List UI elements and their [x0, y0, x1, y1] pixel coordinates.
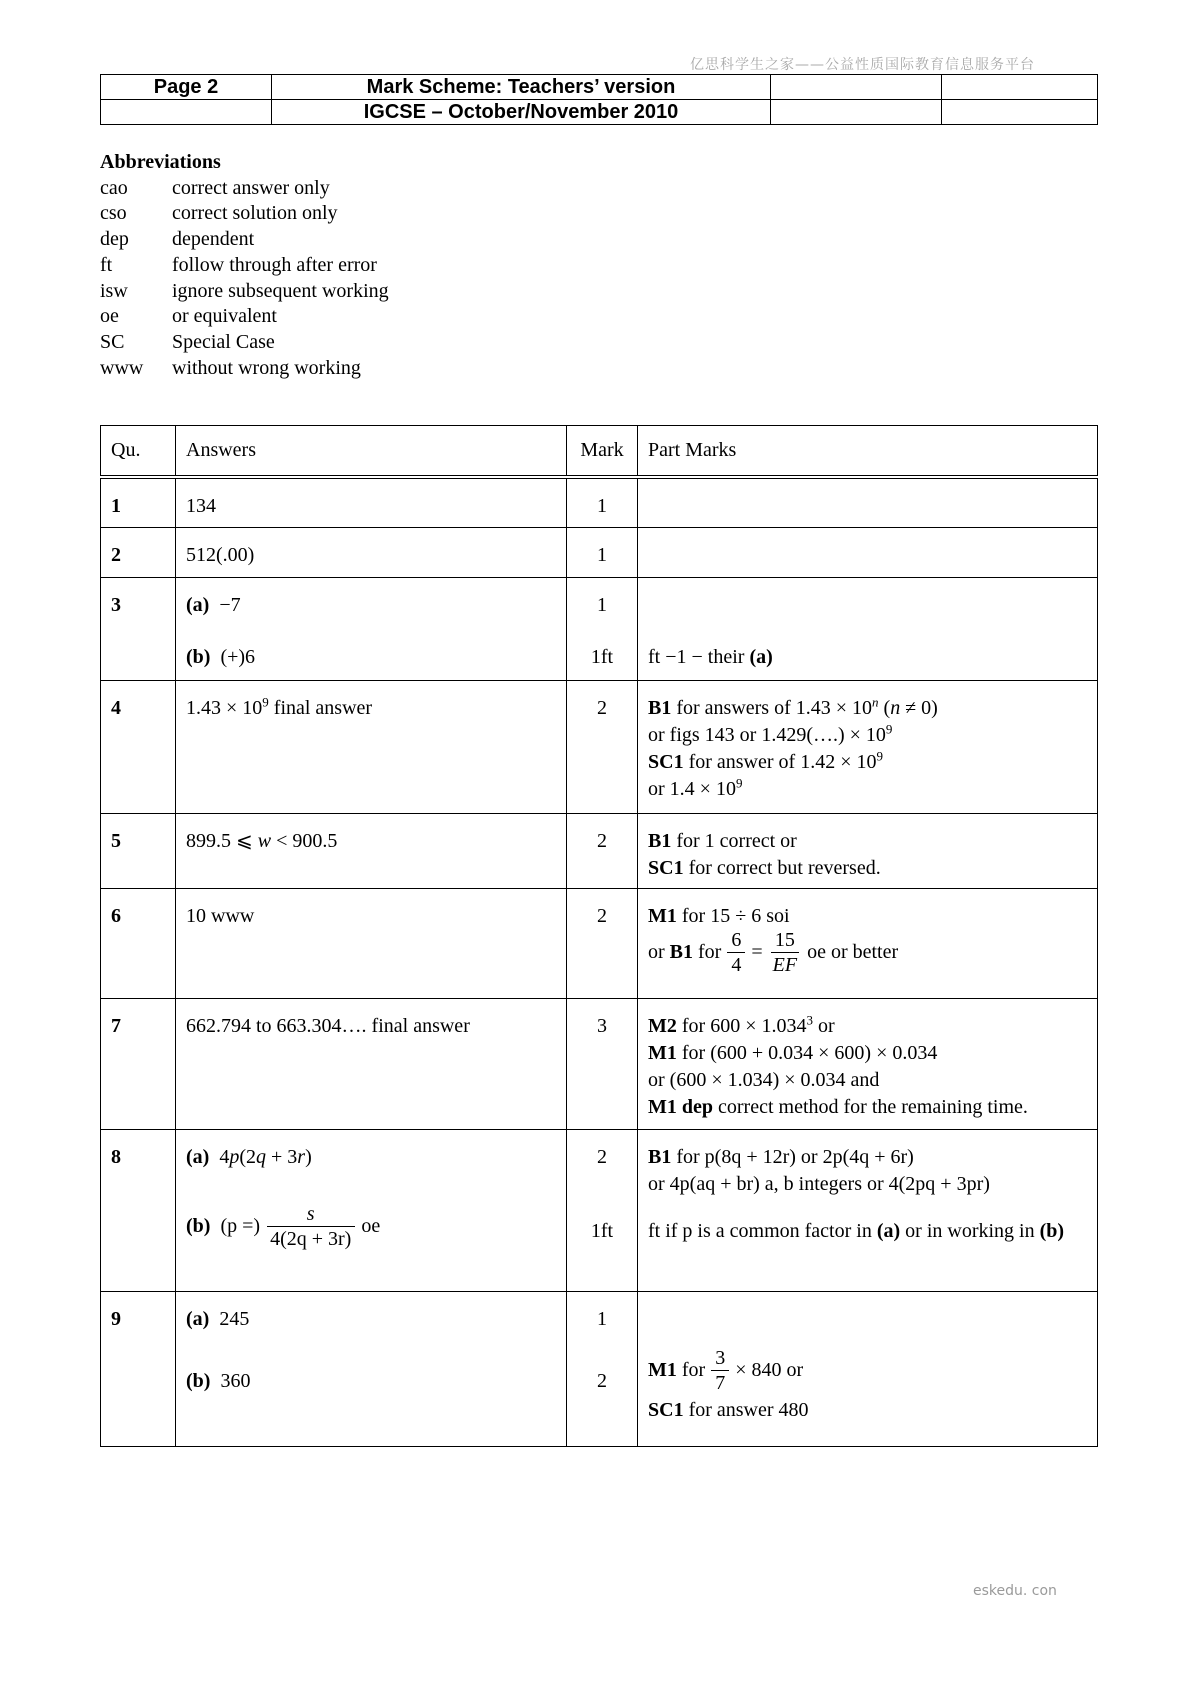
mark: 2	[597, 904, 607, 927]
header-empty-cell	[771, 100, 942, 125]
header-empty-cell	[771, 75, 942, 100]
table-row	[101, 477, 1098, 527]
variable: r	[297, 1145, 306, 1168]
part-marks-text: for (600 + 0.034 × 600) × 0.034	[676, 1041, 938, 1064]
part-marks-text: or figs 143 or 1.429(….) × 10	[648, 723, 886, 746]
answer	[186, 681, 566, 722]
part-marks-text: correct method for the remaining time.	[713, 1095, 1028, 1118]
abbreviation-meaning: correct answer only	[172, 176, 330, 199]
document-subtitle: IGCSE – October/November 2010	[272, 100, 771, 125]
fraction	[727, 928, 745, 977]
part-marks	[648, 681, 1097, 803]
part-reference: (b)	[1039, 1219, 1065, 1242]
variable: q	[256, 1145, 266, 1168]
part-marks-text: for p(8q + 12r) or 2p(4q + 6r)	[671, 1145, 914, 1168]
mark-code: M1 dep	[648, 1095, 713, 1118]
part-marks-text: for	[676, 1358, 706, 1381]
part-marks-text: or	[648, 940, 670, 963]
question-number: 6	[111, 904, 121, 927]
answer	[186, 814, 566, 855]
exponent: 3	[806, 1011, 813, 1027]
mark-code: M1	[648, 1041, 677, 1064]
mark: 1	[597, 495, 607, 517]
watermark-bottom: eskedu. con	[973, 1583, 1057, 1599]
part-label: (b)	[186, 1214, 211, 1237]
abbreviation-code: cso	[100, 202, 127, 225]
mark: 2	[597, 829, 607, 852]
table-header-row	[101, 426, 1098, 478]
part-label: (a)	[186, 593, 210, 616]
answer-b	[186, 1368, 566, 1395]
mark-b: 1ft	[590, 645, 614, 668]
column-header-mark: Mark	[567, 426, 638, 478]
question-number: 3	[111, 593, 121, 616]
exponent: 9	[876, 747, 883, 763]
mark-code: B1	[669, 940, 694, 963]
question-number: 9	[111, 1307, 121, 1330]
denominator: EF	[772, 953, 798, 976]
denominator: 7	[715, 1371, 726, 1394]
answer: 512(.00)	[186, 543, 255, 566]
abbreviation-item	[100, 330, 389, 356]
part-marks	[648, 479, 1097, 493]
fraction	[266, 1202, 355, 1251]
table-row	[101, 998, 1098, 1129]
part-reference: (a)	[749, 645, 773, 668]
mark-code: M2	[648, 1014, 677, 1037]
part-label: (b)	[186, 1369, 211, 1392]
document-title: Mark Scheme: Teachers’ version	[272, 75, 771, 100]
column-header-answers: Answers	[176, 426, 567, 478]
part-marks-text: for answer of 1.42 × 10	[683, 750, 877, 773]
answer-a: −7	[219, 593, 241, 616]
numerator: s	[267, 1202, 355, 1227]
part-marks-text: for 15 ÷ 6 soi	[676, 904, 790, 927]
abbreviations-section	[100, 150, 389, 381]
answer-text: 245	[219, 1307, 250, 1330]
part-marks-text: × 840 or	[735, 1358, 804, 1381]
exponent: 9	[735, 774, 743, 790]
answer: 134	[186, 495, 216, 517]
table-row	[101, 813, 1098, 888]
mark-code: B1	[648, 696, 672, 719]
table-row	[101, 577, 1098, 680]
table-row	[101, 1291, 1098, 1446]
abbreviation-meaning: or equivalent	[172, 305, 277, 328]
answer-a	[186, 1144, 566, 1202]
part-marks-text: ≠ 0)	[900, 696, 938, 719]
answer-text: final answer	[268, 696, 373, 719]
fraction	[769, 928, 801, 977]
numerator: 3	[711, 1346, 729, 1371]
mark-code: M1	[648, 904, 677, 927]
answer-text: 1.43 × 10	[186, 696, 263, 719]
part-marks	[648, 889, 1097, 977]
header-empty-cell	[942, 75, 1098, 100]
table-row	[101, 527, 1098, 577]
answer: 10 www	[186, 904, 255, 927]
answer-text: (p =)	[220, 1214, 261, 1237]
answer-text: 899.5 ⩽	[186, 829, 258, 852]
answer-b: (+)6	[220, 645, 256, 668]
denominator: 4	[731, 953, 742, 976]
answer: 662.794 to 663.304…. final answer	[186, 1014, 470, 1037]
answer-text: )	[305, 1145, 312, 1168]
mark-b: 1ft	[590, 1219, 614, 1242]
question-number: 5	[111, 829, 121, 852]
answer-a	[186, 1306, 566, 1368]
part-marks-text: for answer 480	[683, 1398, 809, 1421]
mark: 3	[597, 1014, 607, 1037]
variable: w	[257, 829, 272, 852]
abbreviation-code: dep	[100, 228, 129, 251]
part-label: (a)	[186, 1145, 210, 1168]
abbreviation-meaning: without wrong working	[172, 356, 361, 379]
part-marks-text: for 600 × 1.034	[676, 1014, 807, 1037]
header-empty-cell	[101, 100, 272, 125]
mark-code: SC1	[648, 856, 684, 879]
mark-code: B1	[648, 829, 672, 852]
denominator: 4(2q + 3r)	[270, 1227, 352, 1250]
abbreviation-meaning: Special Case	[172, 330, 275, 353]
abbreviation-meaning: follow through after error	[172, 253, 377, 276]
header-empty-cell	[942, 100, 1098, 125]
mark-scheme-table	[100, 425, 1098, 1447]
variable: p	[229, 1145, 240, 1168]
answer-text: oe	[361, 1214, 381, 1237]
part-marks-text: for 1 correct or	[671, 829, 797, 852]
abbreviation-code: cao	[100, 176, 128, 199]
numerator: 15	[771, 928, 799, 953]
question-number: 2	[111, 543, 121, 566]
abbreviation-item	[100, 176, 389, 202]
answer-text: + 3	[266, 1145, 298, 1168]
table-row	[101, 680, 1098, 813]
question-number: 1	[111, 495, 121, 517]
abbreviation-meaning: ignore subsequent working	[172, 279, 389, 302]
part-marks-text: for correct but reversed.	[683, 856, 881, 879]
column-header-part-marks: Part Marks	[638, 426, 1098, 478]
part-marks-text: or 4p(aq + br) a, b integers or 4(2pq + 3pr)	[648, 1172, 990, 1195]
table-row	[101, 888, 1098, 998]
part-marks-text: for answers of 1.43 × 10	[671, 696, 873, 719]
abbreviation-item	[100, 279, 389, 305]
answer	[186, 578, 566, 671]
abbreviation-code: oe	[100, 305, 119, 328]
part-marks-text: oe or better	[807, 940, 899, 963]
abbreviation-item	[100, 304, 389, 330]
exponent: 9	[885, 720, 893, 736]
answer-text: 360	[220, 1369, 251, 1392]
question-number: 4	[111, 696, 121, 719]
abbreviation-code: SC	[100, 330, 125, 353]
abbreviation-item	[100, 201, 389, 227]
answer-text: 4	[219, 1145, 230, 1168]
part-marks-text: or in working in	[900, 1219, 1040, 1242]
part-marks-text: or (600 × 1.034) × 0.034 and	[648, 1068, 880, 1091]
exponent: 9	[262, 693, 269, 709]
part-marks-text: or 1.4 × 10	[648, 777, 736, 800]
abbreviation-meaning: correct solution only	[172, 202, 338, 225]
part-marks	[648, 814, 1097, 882]
part-marks-text: ft −1 − their	[648, 645, 745, 668]
answer-b	[186, 1202, 566, 1251]
table-row	[101, 1129, 1098, 1291]
abbreviation-code: isw	[100, 279, 128, 302]
mark-b: 2	[597, 1369, 607, 1392]
mark: 2	[597, 696, 607, 719]
mark-code: SC1	[648, 750, 684, 773]
mark-code: M1	[648, 1358, 677, 1381]
abbreviation-code: ft	[100, 253, 113, 276]
mark-code: SC1	[648, 1398, 684, 1421]
question-number: 8	[111, 1145, 121, 1168]
part-marks	[648, 999, 1097, 1121]
answer-text: (2	[239, 1145, 256, 1168]
abbreviation-item	[100, 356, 389, 382]
question-number: 7	[111, 1014, 121, 1037]
abbreviations-heading: Abbreviations	[100, 151, 221, 173]
equals-sign: =	[751, 940, 763, 963]
page-number: Page 2	[101, 75, 272, 100]
answer-text: < 900.5	[271, 829, 338, 852]
part-marks-text: or	[813, 1014, 835, 1037]
fraction	[711, 1346, 729, 1395]
mark-a: 1	[597, 1307, 607, 1330]
mark: 1	[597, 543, 607, 566]
variable: n	[890, 696, 901, 719]
part-marks	[648, 528, 1097, 542]
abbreviation-meaning: dependent	[172, 228, 255, 251]
part-marks-text: for	[693, 940, 722, 963]
exponent: n	[872, 693, 879, 709]
part-marks-text: (	[878, 696, 891, 719]
column-header-qu: Qu.	[101, 426, 176, 478]
mark-code: B1	[648, 1145, 672, 1168]
part-marks-text: ft if p is a common factor in	[648, 1219, 877, 1242]
watermark-top: 亿思科学生之家——公益性质国际教育信息服务平台	[690, 57, 1035, 73]
mark-a: 1	[597, 593, 607, 616]
page-header	[100, 74, 1098, 125]
part-label: (a)	[186, 1307, 210, 1330]
abbreviation-item	[100, 253, 389, 279]
numerator: 6	[727, 928, 745, 953]
part-label: (b)	[186, 645, 211, 668]
mark-a: 2	[597, 1145, 607, 1168]
part-reference: (a)	[876, 1219, 901, 1242]
part-marks	[648, 644, 1097, 671]
abbreviation-code: www	[100, 356, 144, 379]
abbreviation-item	[100, 227, 389, 253]
